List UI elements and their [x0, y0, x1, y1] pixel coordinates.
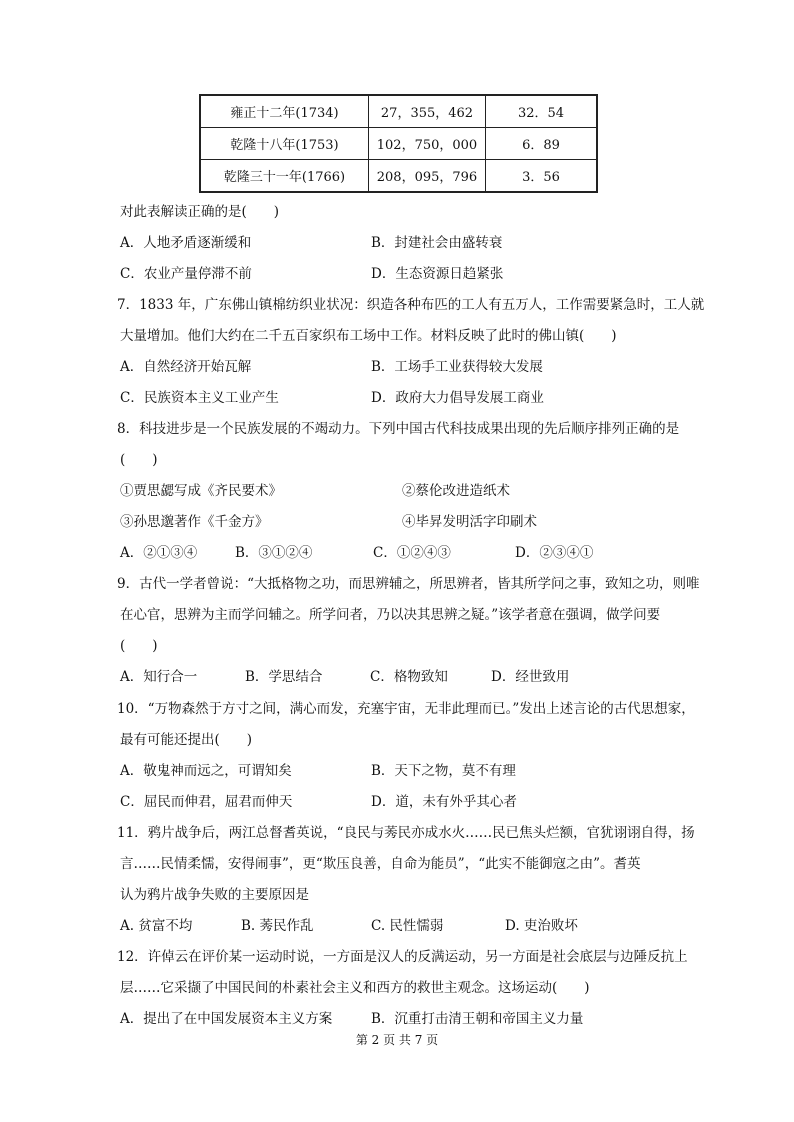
question-10-option-d: D．道，未有外乎其心者: [371, 794, 517, 810]
question-9-option-b: B．学思结合: [245, 669, 323, 685]
question-8-item-1: ①贾思勰写成《齐民要术》: [120, 483, 282, 499]
question-10-option-c: C．屈民而伸君，屈君而伸天: [120, 794, 293, 810]
table-cell: 6．89: [486, 128, 598, 160]
question-6-option-b: B．封建社会由盛转衰: [371, 235, 503, 251]
question-8-item-2: ②蔡伦改进造纸术: [402, 483, 510, 499]
question-11-option-b: B. 莠民作乱: [241, 918, 314, 934]
question-8-line-2: ( ): [120, 452, 158, 468]
question-7-option-d: D．政府大力倡导发展工商业: [371, 390, 544, 406]
table-cell: 208，095，796: [369, 160, 486, 193]
question-8-item-4: ④毕昇发明活字印刷术: [402, 514, 537, 530]
question-8-option-d: D．②③④①: [515, 545, 594, 561]
question-7-option-a: A．自然经济开始瓦解: [120, 359, 252, 375]
question-7-line-1: 7．1833 年，广东佛山镇棉纺织业状况：织造各种布匹的工人有五万人，工作需要紧急时，工人就: [117, 297, 705, 313]
question-11-line-2: 言……民情柔懦，安得闹事”，更“欺压良善，自命为能员”，“此实不能御寇之由”。耆英: [120, 856, 641, 872]
table-row: [200, 128, 597, 160]
question-10-option-a: A．敬鬼神而远之，可谓知矣: [120, 763, 292, 779]
table-cell: 102，750，000: [369, 128, 486, 160]
table-cell: 雍正十二年(1734): [200, 95, 369, 128]
table-cell: 3．56: [486, 160, 598, 193]
question-7-option-b: B．工场手工业获得较大发展: [371, 359, 543, 375]
question-12-option-b: B．沉重打击清王朝和帝国主义力量: [371, 1011, 584, 1027]
question-8-option-a: A．②①③④: [120, 545, 198, 561]
table-cell: 乾隆三十一年(1766): [200, 160, 369, 193]
table-cell: 32．54: [486, 95, 598, 128]
question-9-option-a: A．知行合一: [120, 669, 198, 685]
question-11-line-1: 11．鸦片战争后，两江总督耆英说，“良民与莠民亦成水火……民已焦头烂额，官犹诩诩自得，扬: [117, 825, 695, 841]
question-6-stem: 对此表解读正确的是( ): [120, 204, 280, 220]
question-9-option-d: D．经世致用: [491, 669, 570, 685]
question-9-line-1: 9．古代一学者曾说：“大抵格物之功，而思辨辅之，所思辨者，皆其所学问之事，致知之功，则唯: [117, 576, 700, 592]
page-footer: 第 2 页 共 7 页: [355, 1033, 439, 1047]
question-7-line-2: 大量增加。他们大约在二千五百家织布工场中工作。材料反映了此时的佛山镇( ): [120, 328, 617, 344]
table-cell: 27，355，462: [369, 95, 486, 128]
question-6-option-a: A．人地矛盾逐渐缓和: [120, 235, 252, 251]
data-table: [199, 94, 598, 193]
question-6-option-c: C．农业产量停滞不前: [120, 266, 252, 282]
table-cell: 乾隆十八年(1753): [200, 128, 369, 160]
question-11-option-a: A. 贫富不均: [120, 918, 193, 934]
question-8-line-1: 8．科技进步是一个民族发展的不竭动力。下列中国古代科技成果出现的先后顺序排列正确的是: [117, 421, 680, 437]
question-10-option-b: B．天下之物，莫不有理: [371, 763, 516, 779]
question-12-line-2: 层……它采撷了中国民间的朴素社会主义和西方的救世主观念。这场运动( ): [120, 980, 590, 996]
question-10-line-1: 10．“万物森然于方寸之间，满心而发，充塞宇宙，无非此理而已。”发出上述言论的古代思想家，: [117, 701, 695, 717]
question-12-option-a: A．提出了在中国发展资本主义方案: [120, 1011, 333, 1027]
question-9-option-c: C．格物致知: [370, 669, 448, 685]
question-10-line-2: 最有可能还提出( ): [120, 732, 253, 748]
question-6-option-d: D．生态资源日趋紧张: [371, 266, 504, 282]
question-11-option-c: C. 民性懦弱: [371, 918, 444, 934]
table-row: [200, 160, 597, 193]
question-9-line-3: ( ): [120, 638, 158, 654]
table-row: [200, 95, 597, 128]
question-7-option-c: C．民族资本主义工业产生: [120, 390, 279, 406]
question-11-line-3: 认为鸦片战争失败的主要原因是: [120, 887, 309, 903]
question-12-line-1: 12．许倬云在评价某一运动时说，一方面是汉人的反满运动，另一方面是社会底层与边陲反抗上: [117, 949, 688, 965]
question-8-option-c: C．①②④③: [373, 545, 451, 561]
question-8-item-3: ③孙思邈著作《千金方》: [120, 514, 269, 530]
question-9-line-2: 在心官，思辨为主而学问辅之。所学问者，乃以决其思辨之疑。”该学者意在强调，做学问要: [120, 607, 661, 623]
question-8-option-b: B．③①②④: [235, 545, 313, 561]
question-11-option-d: D. 吏治败坏: [505, 918, 578, 934]
